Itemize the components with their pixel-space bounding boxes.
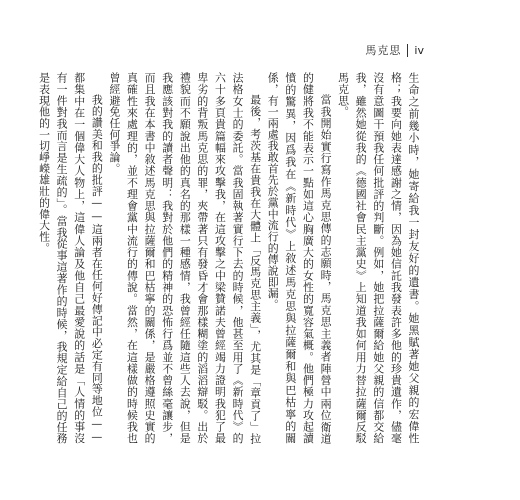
- running-head-title: 馬克思: [365, 44, 402, 57]
- page-number: iv: [414, 43, 424, 57]
- paragraph-2: 當我開始實行寫作馬克思傳的志願時，馬克思主義者陣營中兩位衛道的健將我不能表示一點如這心胸廣大的女性的寬容氣概。他們極力攻起讀憤的驚異，因爲我在《新時代》上敘述馬克思與拉薩爾和與巴枯寧的關係，有一兩處我敢首先於黨中流行的傳說即漏。: [266, 72, 333, 444]
- running-head: [365, 42, 424, 58]
- running-head-divider: [407, 44, 408, 57]
- paragraph-3: 最後，考茨基在貴我在大體上「反馬克思主義」，尤其是「章貢了」拉法格女士的委託。當我固執著實行下去的時候，他甚至用了《新時代》的六十多頁貴篇幅來攻擊我，在這攻擊之中梁贊諾夫曾經竭力證明我犯了最卑劣的背叛馬克思的罪，夾帶著只有發昏才會那樣糊塗的滔滔辯駁。出於禮貌而不願說出他的真名的那樣一種感情，我曾經任隨這些人去說，但是我應該對我的讀者聲明：我對於他們的精神的恐怖行爲並不曾絲毫讓步，而且我在本書中敘述馬克思與拉薩爾和巴枯寧的關係，是嚴格遵照史實的真確性來處理的，並不理會黨中流行的傳說。當然，在這樣做的時候我也曾經避免任何爭論。: [107, 72, 262, 444]
- paragraph-4: 我的讚美和我的批評——這兩者在任何好傳記中必定有同等地位——都集中在一個偉大人物上，這偉人論及他自己最愛說的話是「人情的事沒有一件對我而言是生疏的」。當我從事這著作的時候，我規定給自己的任務是表現他的一切崢嶸雄壯的偉大性。: [37, 72, 104, 444]
- paragraph-1: 生命之前幾小時，她寄給我一封友好的遺書。她黑賦著她父親的宏偉性格；我要向她表達感謝之情，因為她信託我發表許多他的珍貴遺作，儘毫沒有意圖干預我任何批評的判斷。例如，她把拉薩爾給她父親的信都交給我，雖然她從我的《德國社會民主黨史》上知道我如何用力替拉薩爾反駁馬克思。: [336, 72, 420, 444]
- vertical-text-body: [35, 72, 422, 444]
